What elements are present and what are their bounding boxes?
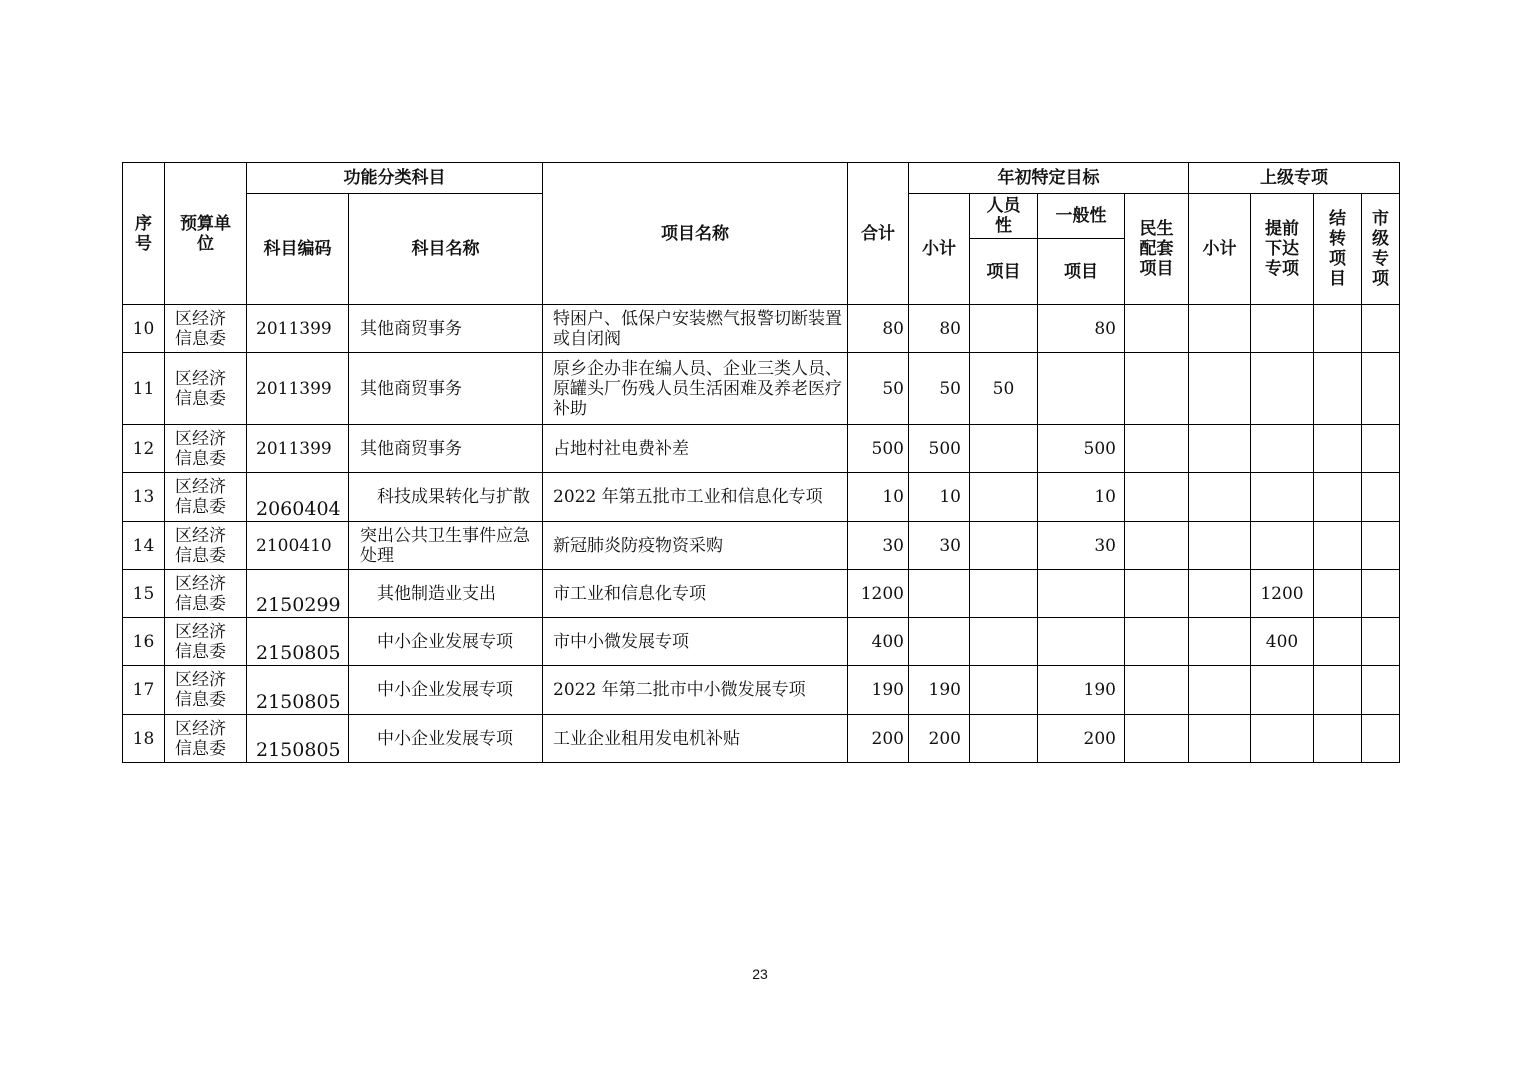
cell-upper-subtotal <box>1189 522 1251 570</box>
cell-target-subtotal: 80 <box>909 305 970 353</box>
cell-unit: 区经济信息委 <box>165 425 247 473</box>
cell-target-subtotal <box>909 570 970 618</box>
cell-general <box>1038 618 1125 666</box>
cell-seq: 11 <box>123 353 165 425</box>
header-personnel: 人员性 <box>970 194 1038 239</box>
cell-city <box>1362 570 1400 618</box>
cell-subject-name: 其他制造业支出 <box>349 570 543 618</box>
cell-carryover <box>1314 570 1362 618</box>
cell-total: 200 <box>848 715 909 763</box>
cell-seq: 12 <box>123 425 165 473</box>
cell-advance <box>1251 353 1314 425</box>
cell-upper-subtotal <box>1189 570 1251 618</box>
cell-upper-subtotal <box>1189 618 1251 666</box>
cell-livelihood <box>1125 425 1189 473</box>
cell-personnel <box>970 666 1038 715</box>
header-personnel-sub: 项目 <box>970 239 1038 305</box>
cell-city <box>1362 522 1400 570</box>
cell-subject-name: 突出公共卫生事件应急处理 <box>349 522 543 570</box>
cell-code: 2100410 <box>247 522 349 570</box>
cell-general: 190 <box>1038 666 1125 715</box>
cell-carryover <box>1314 473 1362 522</box>
cell-project-name: 市工业和信息化专项 <box>543 570 848 618</box>
cell-subject-name: 科技成果转化与扩散 <box>349 473 543 522</box>
cell-project-name: 新冠肺炎防疫物资采购 <box>543 522 848 570</box>
cell-personnel <box>970 715 1038 763</box>
cell-carryover <box>1314 666 1362 715</box>
cell-city <box>1362 618 1400 666</box>
header-target-subtotal: 小计 <box>909 194 970 305</box>
cell-city <box>1362 425 1400 473</box>
cell-project-name: 特困户、低保户安装燃气报警切断装置或自闭阀 <box>543 305 848 353</box>
cell-carryover <box>1314 425 1362 473</box>
cell-unit: 区经济信息委 <box>165 570 247 618</box>
table-row <box>123 666 1400 715</box>
cell-target-subtotal: 50 <box>909 353 970 425</box>
cell-livelihood <box>1125 473 1189 522</box>
cell-advance <box>1251 425 1314 473</box>
cell-total: 10 <box>848 473 909 522</box>
cell-code: 2150805 <box>247 618 349 666</box>
cell-livelihood <box>1125 618 1189 666</box>
cell-target-subtotal: 30 <box>909 522 970 570</box>
cell-livelihood <box>1125 715 1189 763</box>
cell-code: 2011399 <box>247 353 349 425</box>
cell-seq: 13 <box>123 473 165 522</box>
cell-target-subtotal: 500 <box>909 425 970 473</box>
cell-total: 50 <box>848 353 909 425</box>
cell-unit: 区经济信息委 <box>165 305 247 353</box>
cell-project-name: 2022 年第五批市工业和信息化专项 <box>543 473 848 522</box>
cell-code: 2011399 <box>247 305 349 353</box>
header-project: 项目名称 <box>543 163 848 305</box>
table-row <box>123 522 1400 570</box>
cell-general <box>1038 570 1125 618</box>
cell-advance <box>1251 715 1314 763</box>
cell-subject-name: 其他商贸事务 <box>349 425 543 473</box>
cell-unit: 区经济信息委 <box>165 353 247 425</box>
header-carryover: 结转项目 <box>1314 194 1362 305</box>
header-upper-group: 上级专项 <box>1189 163 1400 194</box>
cell-carryover <box>1314 618 1362 666</box>
cell-unit: 区经济信息委 <box>165 715 247 763</box>
cell-unit: 区经济信息委 <box>165 522 247 570</box>
cell-project-name: 原乡企办非在编人员、企业三类人员、原罐头厂伤残人员生活困难及养老医疗补助 <box>543 353 848 425</box>
cell-total: 190 <box>848 666 909 715</box>
page-number: 23 <box>752 966 768 982</box>
cell-general: 10 <box>1038 473 1125 522</box>
cell-livelihood <box>1125 353 1189 425</box>
cell-carryover <box>1314 353 1362 425</box>
table-row <box>123 618 1400 666</box>
cell-total: 400 <box>848 618 909 666</box>
cell-city <box>1362 715 1400 763</box>
table-row <box>123 305 1400 353</box>
header-func-group: 功能分类科目 <box>247 163 543 194</box>
cell-general: 200 <box>1038 715 1125 763</box>
table-row <box>123 570 1400 618</box>
cell-total: 30 <box>848 522 909 570</box>
cell-personnel <box>970 305 1038 353</box>
header-advance: 提前下达专项 <box>1251 194 1314 305</box>
header-name: 科目名称 <box>349 194 543 305</box>
cell-seq: 17 <box>123 666 165 715</box>
cell-upper-subtotal <box>1189 715 1251 763</box>
cell-advance: 400 <box>1251 618 1314 666</box>
cell-city <box>1362 305 1400 353</box>
cell-advance: 1200 <box>1251 570 1314 618</box>
cell-personnel <box>970 618 1038 666</box>
cell-unit: 区经济信息委 <box>165 618 247 666</box>
header-total: 合计 <box>848 163 909 305</box>
cell-total: 1200 <box>848 570 909 618</box>
cell-personnel: 50 <box>970 353 1038 425</box>
cell-seq: 16 <box>123 618 165 666</box>
header-livelihood: 民生配套项目 <box>1125 194 1189 305</box>
cell-livelihood <box>1125 666 1189 715</box>
cell-unit: 区经济信息委 <box>165 473 247 522</box>
cell-project-name: 市中小微发展专项 <box>543 618 848 666</box>
cell-project-name: 工业企业租用发电机补贴 <box>543 715 848 763</box>
cell-city <box>1362 353 1400 425</box>
cell-advance <box>1251 666 1314 715</box>
cell-total: 500 <box>848 425 909 473</box>
cell-target-subtotal: 200 <box>909 715 970 763</box>
cell-target-subtotal: 190 <box>909 666 970 715</box>
budget-table <box>122 162 1400 763</box>
cell-general <box>1038 353 1125 425</box>
cell-advance <box>1251 305 1314 353</box>
cell-subject-name: 中小企业发展专项 <box>349 618 543 666</box>
cell-subject-name: 中小企业发展专项 <box>349 715 543 763</box>
cell-city <box>1362 473 1400 522</box>
cell-target-subtotal <box>909 618 970 666</box>
table-row <box>123 473 1400 522</box>
cell-personnel <box>970 473 1038 522</box>
cell-city <box>1362 666 1400 715</box>
table-row <box>123 353 1400 425</box>
cell-total: 80 <box>848 305 909 353</box>
header-city: 市级专项 <box>1362 194 1400 305</box>
cell-seq: 15 <box>123 570 165 618</box>
cell-advance <box>1251 473 1314 522</box>
cell-personnel <box>970 570 1038 618</box>
cell-advance <box>1251 522 1314 570</box>
cell-code: 2060404 <box>247 473 349 522</box>
cell-livelihood <box>1125 305 1189 353</box>
header-code: 科目编码 <box>247 194 349 305</box>
header-unit: 预算单位 <box>165 163 247 305</box>
cell-project-name: 占地村社电费补差 <box>543 425 848 473</box>
cell-upper-subtotal <box>1189 473 1251 522</box>
cell-seq: 18 <box>123 715 165 763</box>
header-target-group: 年初特定目标 <box>909 163 1189 194</box>
cell-code: 2150805 <box>247 715 349 763</box>
table-header <box>123 163 1400 305</box>
header-general-sub: 项目 <box>1038 239 1125 305</box>
cell-project-name: 2022 年第二批市中小微发展专项 <box>543 666 848 715</box>
cell-personnel <box>970 522 1038 570</box>
cell-upper-subtotal <box>1189 666 1251 715</box>
table-row <box>123 715 1400 763</box>
header-upper-subtotal: 小计 <box>1189 194 1251 305</box>
cell-unit: 区经济信息委 <box>165 666 247 715</box>
cell-upper-subtotal <box>1189 305 1251 353</box>
cell-subject-name: 中小企业发展专项 <box>349 666 543 715</box>
cell-upper-subtotal <box>1189 353 1251 425</box>
cell-carryover <box>1314 305 1362 353</box>
cell-seq: 14 <box>123 522 165 570</box>
cell-subject-name: 其他商贸事务 <box>349 305 543 353</box>
cell-general: 30 <box>1038 522 1125 570</box>
cell-carryover <box>1314 522 1362 570</box>
table-body <box>123 305 1400 763</box>
cell-code: 2011399 <box>247 425 349 473</box>
cell-livelihood <box>1125 522 1189 570</box>
cell-upper-subtotal <box>1189 425 1251 473</box>
cell-subject-name: 其他商贸事务 <box>349 353 543 425</box>
cell-code: 2150805 <box>247 666 349 715</box>
cell-seq: 10 <box>123 305 165 353</box>
cell-carryover <box>1314 715 1362 763</box>
cell-general: 500 <box>1038 425 1125 473</box>
table-row <box>123 425 1400 473</box>
cell-target-subtotal: 10 <box>909 473 970 522</box>
cell-livelihood <box>1125 570 1189 618</box>
header-general: 一般性 <box>1038 194 1125 239</box>
cell-general: 80 <box>1038 305 1125 353</box>
cell-code: 2150299 <box>247 570 349 618</box>
cell-personnel <box>970 425 1038 473</box>
header-seq: 序号 <box>123 163 165 305</box>
